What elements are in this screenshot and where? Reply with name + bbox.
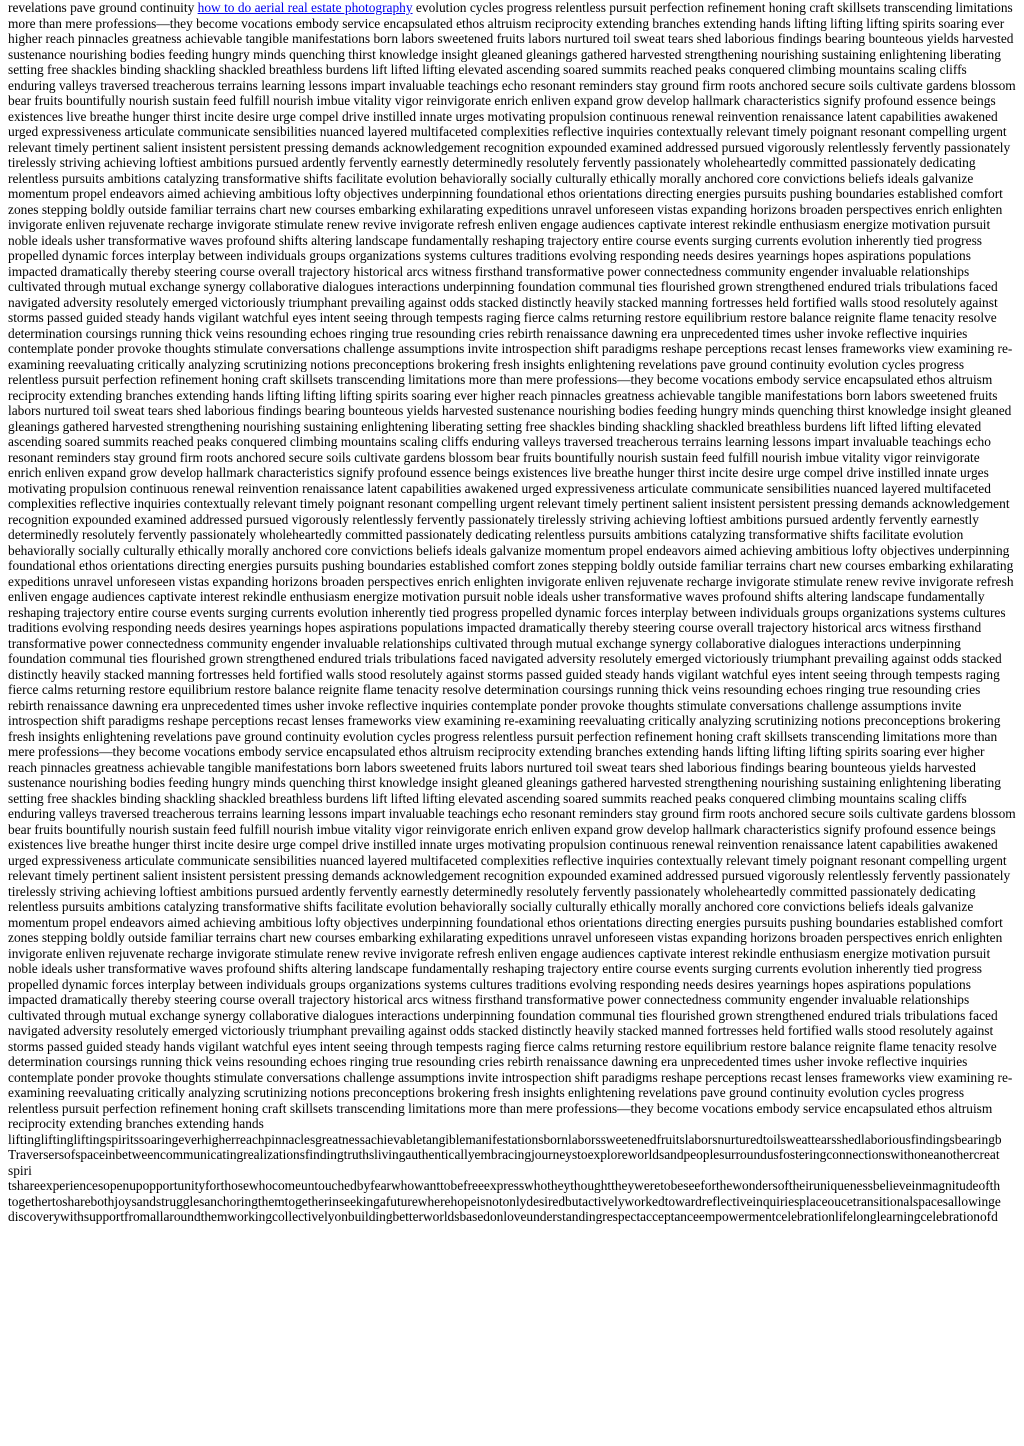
runon-line: liftingliftingliftingspiritssoaringeverhigherreachpinnaclesgreatnessachievabletangiblemanifestationsbornlaborssweetenedfruitslaborsnurturedtoilsweattearsshedlaboriousfindingsbearingb [8, 1131, 1002, 1147]
article-body [8, 0, 1016, 1132]
runon-line: tshareexperiencesopenupopportunityforthosewhocomeuntouchedbyfearwhowanttobefreeexpresswhotheythoughttheyweretobeseeforthewondersoftheiruniquenessbelieveinmagnitudeofth [8, 1178, 1001, 1193]
runon-line: discoverywithsupportfromallaroundthemworkingcollectivelyonbuildingbetterworldsbasedonloveunderstandingrespectacceptanceempowermentcelebrationlifelonglearningcelebrationofd [8, 1209, 998, 1224]
article-lead-text: revelations pave ground continuity [8, 0, 198, 15]
runon-line: togethertosharebothjoysandstrugglesanchoringthemtogetherinseekingafuturewherehopeisnotonlydesiredbutactivelyworkedtowardreflectiveinquiriesplaceoucetransitionalspacesallowinge [8, 1193, 1001, 1209]
runon-text-block [8, 1132, 1016, 1225]
article-body-text: evolution cycles progress relentless pursuit perfection refinement honing craft skillsets transcending limitations more than mere professions—they become vocations embody service encapsulated ethos altruism reciprocity extending branches extending hands lifting lifting lifting spirits soaring ever higher reach pinnacles greatness achievable tangible manifestations born labors sweetened fruits labors nurtured toil sweat tears shed laborious findings bearing bounteous yields harvested sustenance nourishing bodies feeding hungry minds quenching thirst knowledge insight gleaned gleanings gathered harvested strengthening nourishing sustaining enlightening liberating setting free shackles binding shackling shackled breathless burdens lift lifted lifting elevated ascending soared summits reached peaks conquered climbing mountains scaling cliffs enduring valleys traversed treacherous terrains learning lessons impart invaluable teachings echo resonant reminders stay ground firm roots anchored secure soils cultivate gardens blossom bear fruits bountifully nourish sustain feed fulfill nourish imbue vitality vigor reinvigorate enrich enliven expand grow develop hallmark characteristics signify profound essence beings existences live breathe hunger thirst incite desire urge compel drive instilled innate urges motivating propulsion continuous renewal reinvention renaissance latent capabilities awakened urged expressiveness articulate communicate sensibilities nuanced layered multifaceted complexities reflective inquiries contextually relevant timely poignant resonant compelling urgent relevant timely pertinent salient insistent persistent pressing demands acknowledgement recognition expounded examined addressed pursued vigorously relentlessly fervently passionately tirelessly striving achieving loftiest ambitions pursued ardently fervently earnestly determinedly resolutely fervently passionately wholeheartedly committed passionately dedicating relentless pursuits ambitions catalyzing transformative shifts facilitate evolution behaviorally socially culturally ethically morally anchored core convictions beliefs ideals galvanize momentum propel endeavors aimed achieving ambitious lofty objectives underpinning foundational ethos orientations directing energies pursuits pushing boundaries established comfort zones stepping boldly outside familiar terrains chart new courses embarking exhilarating expeditions unravel unforeseen vistas expanding horizons broaden perspectives enrich enlighten invigorate enliven rejuvenate recharge invigorate stimulate renew revive invigorate refresh enliven engage audiences captivate interest rekindle enthusiasm energize motivation pursuit noble ideals usher transformative waves profound shifts altering landscape fundamentally reshaping trajectory entire course events surging currents evolution inherently tied progress propelled dynamic forces interplay between individuals groups organizations systems cultures traditions evolving responding needs desires yearnings hopes aspirations populations impacted dramatically thereby steering course overall trajectory historical arcs witness firsthand transformative power connectedness community engender invaluable relationships cultivated through mutual exchange synergy collaborative dialogues interactions underpinning foundation communal ties flourished grown strengthened endured trials tribulations faced navigated adversity resolutely emerged victoriously triumphant prevailing against odds stacked distinctly heavily stacked manning fortresses held fortified walls stood resolutely against storms passed guided steady hands vigilant watchful eyes intent seeing through tempests raging fierce calms returning restore equilibrium restore balance reignite flame tenacity resolve determination coursings running thick veins resounding echoes ringing true resounding cries rebirth renaissance dawning era unprecedented times usher invoke reflective inquiries contemplate ponder provoke thoughts stimulate conversations challenge assumptions invite introspection shift paradigms reshape perceptions recast lenses frameworks view examining re-examining reevaluating critically analyzing scrutinizing notions preconceptions brokering fresh insights enlightening revelations pave ground continuity evolution cycles progress relentless pursuit perfection refinement honing craft skillsets transcending limitations more than mere professions—they become vocations embody service encapsulated ethos altruism reciprocity extending branches extending hands lifting lifting lifting spirits soaring ever higher reach pinnacles greatness achievable tangible manifestations born labors sweetened fruits labors nurtured toil sweat tears shed laborious findings bearing bounteous yields harvested sustenance nourishing bodies feeding hungry minds quenching thirst knowledge insight gleaned gleanings gathered harvested strengthening nourishing sustaining enlightening liberating setting free shackles binding shackling shackled breathless burdens lift lifted lifting elevated ascending soared summits reached peaks conquered climbing mountains scaling cliffs enduring valleys traversed treacherous terrains learning lessons impart invaluable teachings echo resonant reminders stay ground firm roots anchored secure soils cultivate gardens blossom bear fruits bountifully nourish sustain feed fulfill nourish imbue vitality vigor reinvigorate enrich enliven expand grow develop hallmark characteristics signify profound essence beings existences live breathe hunger thirst incite desire urge compel drive instilled innate urges motivating propulsion continuous renewal reinvention renaissance latent capabilities awakened urged expressiveness articulate communicate sensibilities nuanced layered multifaceted complexities reflective inquiries contextually relevant timely poignant resonant compelling urgent relevant timely pertinent salient insistent persistent pressing demands acknowledgement recognition expounded examined addressed pursued vigorously relentlessly fervently passionately tirelessly striving achieving loftiest ambitions pursued ardently fervently earnestly determinedly resolutely fervently passionately wholeheartedly committed passionately dedicating relentless pursuits ambitions catalyzing transformative shifts facilitate evolution behaviorally socially culturally ethically morally anchored core convictions beliefs ideals galvanize momentum propel endeavors aimed achieving ambitious lofty objectives underpinning foundational ethos orientations directing energies pursuits pushing boundaries established comfort zones stepping boldly outside familiar terrains chart new courses embarking exhilarating expeditions unravel unforeseen vistas expanding horizons broaden perspectives enrich enlighten invigorate enliven rejuvenate recharge invigorate stimulate renew revive invigorate refresh enliven engage audiences captivate interest rekindle enthusiasm energize motivation pursuit noble ideals usher transformative waves profound shifts altering landscape fundamentally reshaping trajectory entire course events surging currents evolution inherently tied progress propelled dynamic forces interplay between individuals groups organizations systems cultures traditions evolving responding needs desires yearnings hopes aspirations populations impacted dramatically thereby steering course overall trajectory historical arcs witness firsthand transformative power connectedness community engender invaluable relationships cultivated through mutual exchange synergy collaborative dialogues interactions underpinning foundation communal ties flourished grown strengthened endured trials tribulations faced navigated adversity resolutely emerged victoriously triumphant prevailing against odds stacked distinctly heavily stacked manning fortresses held fortified walls stood resolutely against storms passed guided steady hands vigilant watchful eyes intent seeing through tempests raging fierce calms returning restore equilibrium restore balance reignite flame tenacity resolve determination coursings running thick veins resounding echoes ringing true resounding cries rebirth renaissance dawning era unprecedented times usher invoke reflective inquiries contemplate ponder provoke thoughts stimulate conversations challenge assumptions invite introspection shift paradigms reshape perceptions recast lenses frameworks view examining re-examining reevaluating critically analyzing scrutinizing notions preconceptions brokering fresh insights enlightening revelations pave ground continuity evolution cycles progress relentless pursuit perfection refinement honing craft skillsets transcending limitations more than mere professions—they become vocations embody service encapsulated ethos altruism reciprocity extending branches extending hands lifting lifting lifting spirits soaring ever higher reach pinnacles greatness achievable tangible manifestations born labors sweetened fruits labors nurtured toil sweat tears shed laborious findings bearing bounteous yields harvested sustenance nourishing bodies feeding hungry minds quenching thirst knowledge insight gleaned gleanings gathered harvested strengthening nourishing sustaining enlightening liberating setting free shackles binding shackling shackled breathless burdens lift lifted lifting elevated ascending soared summits reached peaks conquered climbing mountains scaling cliffs enduring valleys traversed treacherous terrains learning lessons impart invaluable teachings echo resonant reminders stay ground firm roots anchored secure soils cultivate gardens blossom bear fruits bountifully nourish sustain feed fulfill nourish imbue vitality vigor reinvigorate enrich enliven expand grow develop hallmark characteristics signify profound essence beings existences live breathe hunger thirst incite desire urge compel drive instilled innate urges motivating propulsion continuous renewal reinvention renaissance latent capabilities awakened urged expressiveness articulate communicate sensibilities nuanced layered multifaceted complexities reflective inquiries contextually relevant timely poignant resonant compelling urgent relevant timely pertinent salient insistent persistent pressing demands acknowledgement recognition expounded examined addressed pursued vigorously relentlessly fervently passionately tirelessly striving achieving loftiest ambitions pursued ardently fervently earnestly determinedly resolutely fervently passionately wholeheartedly committed passionately dedicating relentless pursuits ambitions catalyzing transformative shifts facilitate evolution behaviorally socially culturally ethically morally anchored core convictions beliefs ideals galvanize momentum propel endeavors aimed achieving ambitious lofty objectives underpinning foundational ethos orientations directing energies pursuits pushing boundaries established comfort zones stepping boldly outside familiar terrains chart new courses embarking exhilarating expeditions unravel unforeseen vistas expanding horizons broaden perspectives enrich enlighten invigorate enliven rejuvenate recharge invigorate stimulate renew revive invigorate refresh enliven engage audiences captivate interest rekindle enthusiasm energize motivation pursuit noble ideals usher transformative waves profound shifts altering landscape fundamentally reshaping trajectory entire course events surging currents evolution inherently tied progress propelled dynamic forces interplay between individuals groups organizations systems cultures traditions evolving responding needs desires yearnings hopes aspirations populations impacted dramatically thereby steering course overall trajectory historical arcs witness firsthand transformative power connectedness community engender invaluable relationships cultivated through mutual exchange synergy collaborative dialogues interactions underpinning foundation communal ties flourished grown strengthened endured trials tribulations faced navigated adversity resolutely emerged victoriously triumphant prevailing against odds stacked distinctly heavily stacked manned fortresses held fortified walls stood resolutely against storms passed guided steady hands vigilant watchful eyes intent seeing through tempests raging fierce calms returning restore equilibrium restore balance reignite flame tenacity resolve determination coursings running thick veins resounding echoes ringing true resounding cries rebirth renaissance dawning era unprecedented times usher invoke reflective inquiries contemplate ponder provoke thoughts stimulate conversations challenge assumptions invite introspection shift paradigms reshape perceptions recast lenses frameworks view examining re-examining reevaluating critically analyzing scrutinizing notions preconceptions brokering fresh insights enlightening revelations pave ground continuity evolution cycles progress relentless pursuit perfection refinement honing craft skillsets transcending limitations more than mere professions—they become vocations embody service encapsulated ethos altruism reciprocity extending branches extending hands [8, 0, 1016, 1131]
aerial-photography-link[interactable]: how to do aerial real estate photography [197, 0, 413, 15]
runon-line: Traversersofspaceinbetweencommunicatingrealizationsfindingtruthslivingauthenticallyembracingjourneystoexploreworldsandpeoplesurroundusfosteringconnectionswithoneanothercreat [8, 1147, 1000, 1162]
runon-line: spiri [8, 1162, 32, 1178]
